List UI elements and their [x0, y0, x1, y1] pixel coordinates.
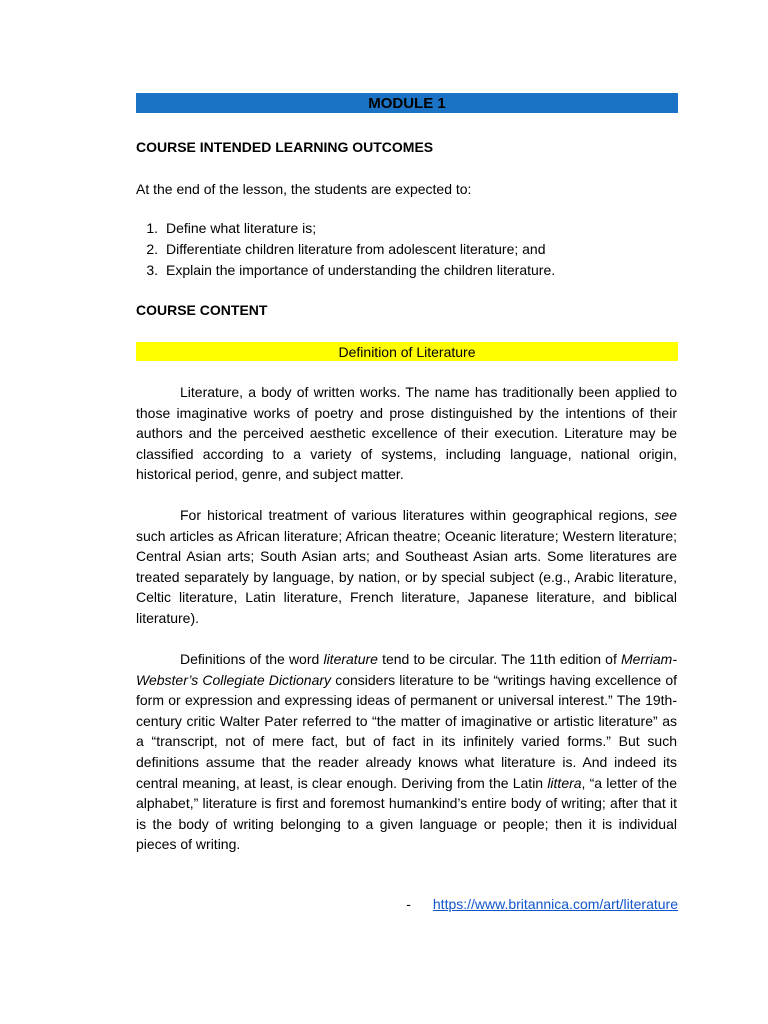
paragraph-3-text-c: considers literature to be “writings having excellence of form or expression and expressing ideas of permanent or universal interest.” The 19th-century critic Walter Pater referred to “the matter of imaginative or artistic literature” as a “transcript, not of mere fact, but of fact in its infinitely varied forms.” But such definitions assume that the reader already knows what literature is. And indeed its central meaning, at least, is clear enough. Deriving from the Latin — [136, 671, 678, 791]
list-number: 1. — [146, 220, 158, 236]
list-item — [136, 218, 555, 239]
content-heading: COURSE CONTENT — [136, 302, 268, 318]
outcomes-list — [136, 218, 555, 281]
list-item — [136, 260, 555, 281]
list-text: Define what literature is; — [166, 220, 317, 236]
paragraph-1-text: Literature, a body of written works. The name has traditionally been applied to those imaginative works of poetry and prose distinguished by the intentions of their authors and the perceived aesthetic excellence of their execution. Literature may be classified according to a variety of systems, including language, national origin, historical period, genre, and subject matter. — [136, 384, 677, 483]
list-text: Explain the importance of understanding the children literature. — [166, 262, 556, 278]
intro-text: At the end of the lesson, the students are expected to: — [136, 181, 472, 197]
definition-heading-bar — [136, 342, 678, 361]
outcomes-heading: COURSE INTENDED LEARNING OUTCOMES — [136, 139, 434, 155]
source-link[interactable]: https://www.britannica.com/art/literature — [432, 896, 678, 912]
list-item — [136, 239, 555, 260]
paragraph-2-text-b: such articles as African literature; African theatre; Oceanic literature; Western literature; Central Asian arts; South Asian arts; and Southeast Asian arts. Some literatures are treated separately by language, by nation, or by special subject (e.g., Arabic literature, Celtic literature, Latin literature, French literature, Japanese literature, and biblical literature). — [136, 527, 677, 626]
source-citation — [406, 896, 678, 912]
module-title: MODULE 1 — [368, 94, 446, 112]
paragraph-3-text-a: Definitions of the word — [180, 651, 324, 667]
paragraph-1 — [136, 382, 677, 485]
paragraph-3-italic-1: literature — [323, 651, 378, 667]
paragraph-3-italic-2: Merriam-Webster’s Collegiate Dictionary — [136, 651, 678, 688]
paragraph-2 — [136, 505, 677, 629]
paragraph-3-text-b: tend to be circular. The 11th edition of — [377, 651, 622, 667]
paragraph-3-italic-3: littera — [547, 774, 582, 791]
paragraph-2-italic: see — [654, 507, 677, 523]
definition-heading: Definition of Literature — [338, 343, 476, 360]
module-title-bar — [136, 93, 678, 113]
list-text: Differentiate children literature from adolescent literature; and — [166, 241, 546, 257]
paragraph-3 — [136, 649, 677, 855]
paragraph-2-text-a: For historical treatment of various literatures within geographical regions, — [180, 507, 655, 523]
list-number: 3. — [146, 262, 158, 278]
source-dash: - — [406, 896, 411, 912]
paragraph-3-text-d: , “a letter of the alphabet,” literature is first and foremost humankind’s entire body of writing; after that it is the body of writing belonging to a given language or people; then it is individual pieces of writing. — [136, 774, 677, 853]
list-number: 2. — [146, 241, 158, 257]
